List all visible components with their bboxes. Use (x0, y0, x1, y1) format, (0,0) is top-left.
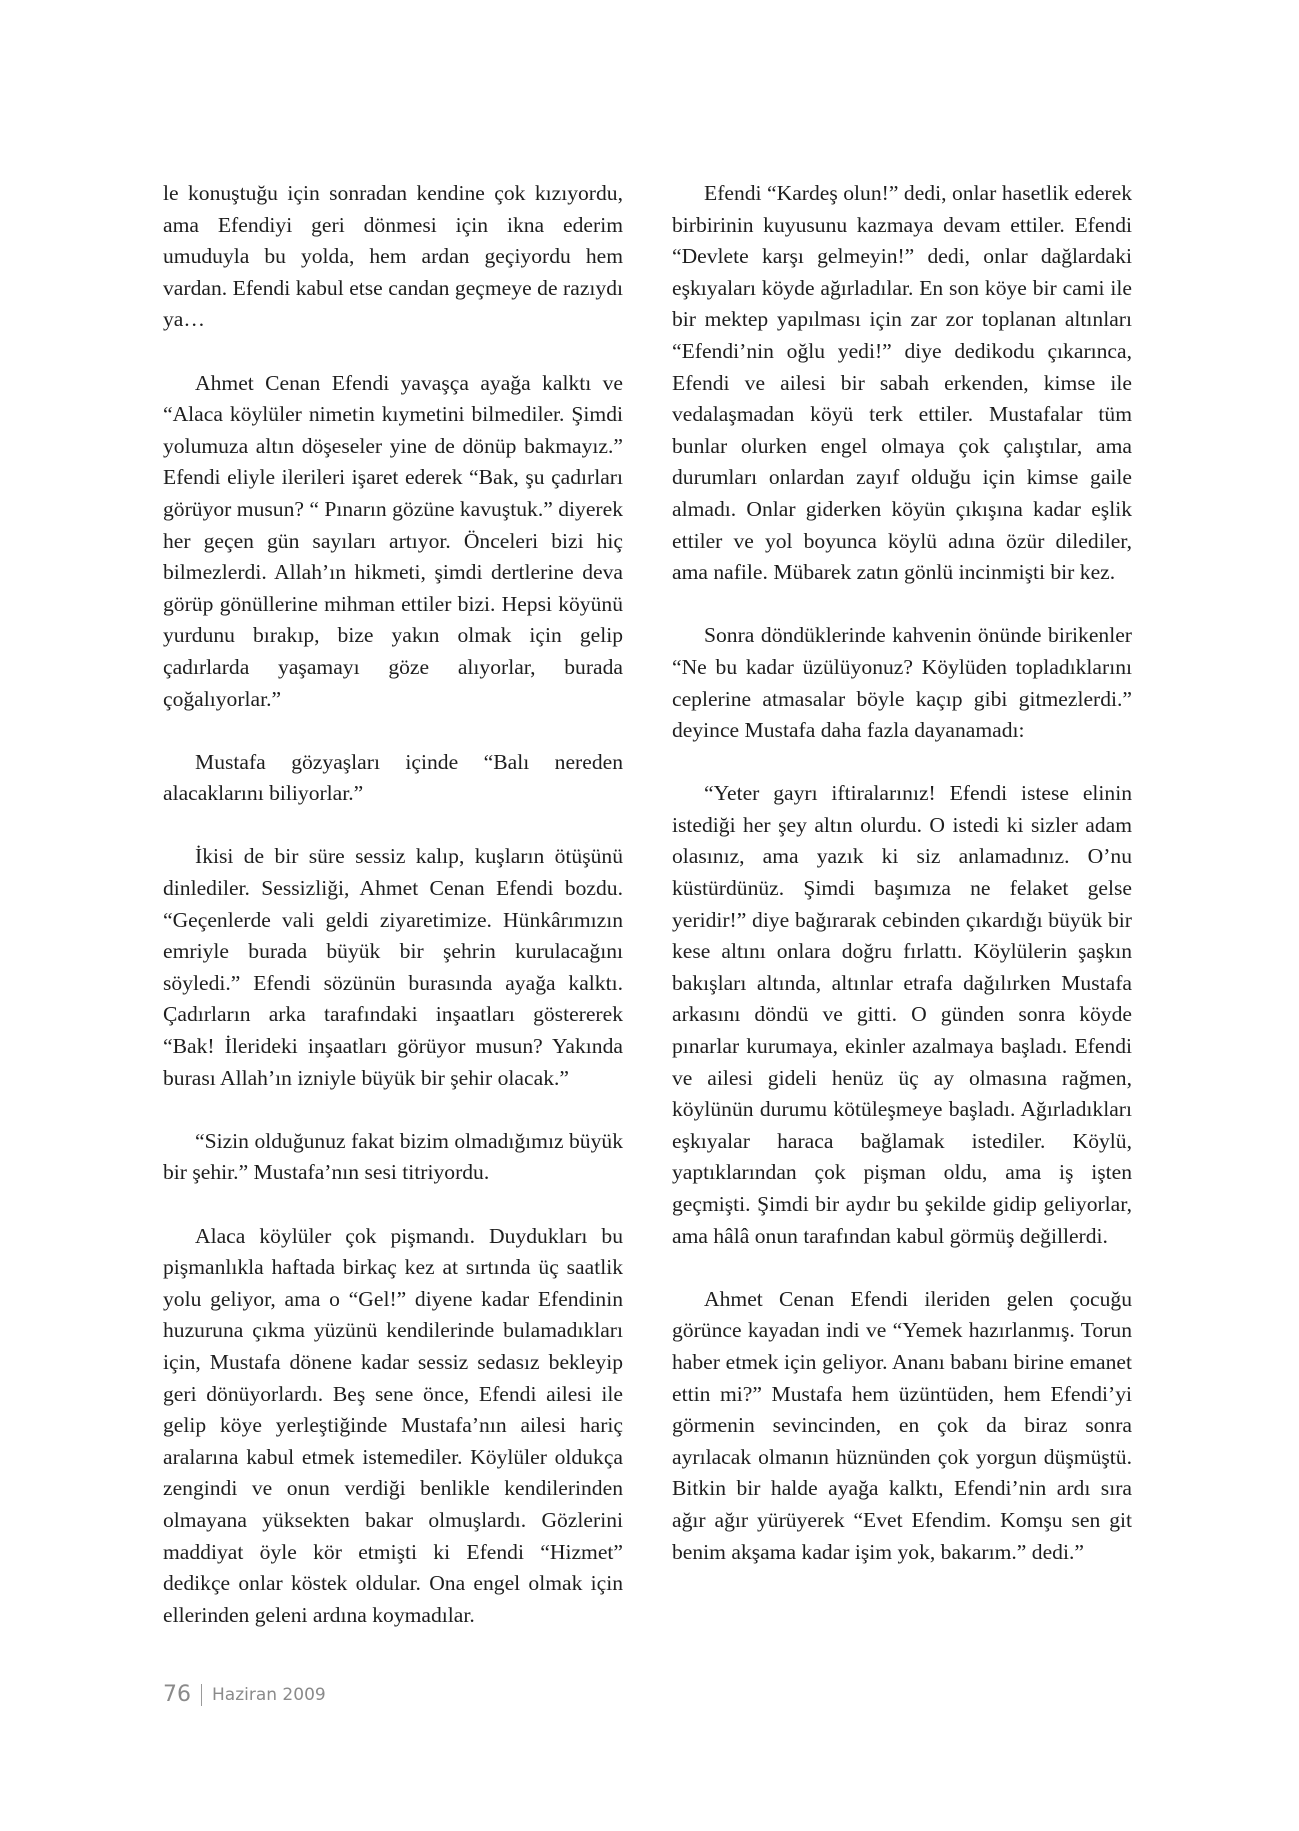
page-footer (163, 1682, 326, 1707)
paragraph: le konuştuğu için sonradan kendine çok kızıyordu, ama Efendiyi geri dönmesi için ikna ederim umuduyla bu yolda, hem ardan geçiyordu hem vardan. Efendi kabul etse candan geçmeye de razıydı ya… (163, 181, 623, 332)
paragraph: “Sizin olduğunuz fakat bizim olmadığımız büyük bir şehir.” Mustafa’nın sesi titriyordu. (163, 1128, 623, 1185)
right-column (672, 178, 1132, 1600)
paragraph: “Yeter gayrı iftiralarınız! Efendi istese elinin istediği her şey altın olurdu. O istedi ki sizler adam olasınız, ama yazık ki siz anlamadınız. O’nu küstürdünüz. Şimdi başımıza ne felaket gelse yeridir!” diye bağırarak cebinden çıkardığı büyük bir kese altını onlara doğru fırlattı. Köylülerin şaşkın bakışları altında, altınlar etrafa dağılırken Mustafa arkasını döndü ve gitti. O günden sonra köyde pınarlar kurumaya, ekinler azalmaya başladı. Efendi ve ailesi gideli henüz üç ay olmasına rağmen, köylünün durumu kötüleşmeye başladı. Ağırladıkları eşkıyalar haraca bağlamak istediler. Köylü, yaptıklarından çok pişman oldu, ama iş işten geçmişti. Şimdi bir aydır bu şekilde gidip geliyorlar, ama hâlâ onun tarafından kabul görmüş değillerdi. (672, 781, 1132, 1248)
paragraph: Alaca köylüler çok pişmandı. Duydukları bu pişmanlıkla haftada birkaç kez at sırtında üç saatlik yolu geliyor, ama o “Gel!” diyene kadar Efendinin huzuruna çıkma yüzünü kendilerinde bulamadıkları için, Mustafa dönene kadar sessiz sedasız bekleyip geri dönüyorlardı. Beş sene önce, Efendi ailesi ile gelip köye yerleştiğinde Mustafa’nın ailesi hariç aralarına kabul etmek istemediler. Köylüler oldukça zengindi ve onun verdiği benlikle kendilerinden olmayana yüksekten bakar olmuşlardı. Gözlerini maddiyat öyle kör etmişti ki Efendi “Hizmet” dedikçe onlar köstek oldular. Ona engel olmak için ellerinden geleni ardına koymadılar. (163, 1223, 623, 1627)
paragraph: Sonra döndüklerinde kahvenin önünde birikenler “Ne bu kadar üzülüyonuz? Köylüden topladıklarını ceplerine atmasalar böyle kaçıp gibi gitmezlerdi.” deyince Mustafa daha fazla dayanamadı: (672, 623, 1132, 743)
footer-divider (201, 1684, 202, 1706)
left-column (163, 178, 623, 1663)
paragraph: Efendi “Kardeş olun!” dedi, onlar hasetlik ederek birbirinin kuyusunu kazmaya devam ettiler. Efendi “Devlete karşı gelmeyin!” dedi, onlar dağlardaki eşkıyaları köyde ağırladılar. En son köye bir cami ile bir mektep yapılması için zar zor toplanan altınları “Efendi’nin oğlu yedi!” diye dedikodu çıkarınca, Efendi ve ailesi bir sabah erkenden, kimse ile vedalaşmadan köyü terk ettiler. Mustafalar tüm bunlar olurken engel olmaya çok çalıştılar, ama durumları onlardan zayıf olduğu için kimse gaile almadı. Onlar giderken köyün çıkışına kadar eşlik ettiler ve yol boyunca köylü adına özür dilediler, ama nafile. Mübarek zatın gönlü incinmişti bir kez. (672, 181, 1132, 585)
page-number: 76 (163, 1682, 191, 1707)
paragraph: Mustafa gözyaşları içinde “Balı nereden alacaklarını biliyorlar.” (163, 749, 623, 806)
paragraph: Ahmet Cenan Efendi ileriden gelen çocuğu görünce kayadan indi ve “Yemek hazırlanmış. Torun haber etmek için geliyor. Ananı babanı birine emanet ettin mi?” Mustafa hem üzüntüden, hem Efendi’yi görmenin sevincinden, en çok da biraz sonra ayrılacak olmanın hüznünden çok yorgun düşmüştü. Bitkin bir halde ayağa kalktı, Efendi’nin ardı sıra ağır ağır yürüyerek “Evet Efendim. Komşu sen git benim akşama kadar işim yok, bakarım.” dedi.” (672, 1286, 1132, 1564)
paragraph: Ahmet Cenan Efendi yavaşça ayağa kalktı ve “Alaca köylüler nimetin kıymetini bilmediler. Şimdi yolumuza altın döşeseler yine de dönüp bakmayız.” Efendi eliyle ilerileri işaret ederek “Bak, şu çadırları görüyor musun? “ Pınarın gözüne kavuştuk.” diyerek her geçen gün sayıları artıyor. Önceleri bizi hiç bilmezlerdi. Allah’ın hikmeti, şimdi dertlerine deva görüp gönüllerine mihman ettiler bizi. Hepsi köyünü yurdunu bırakıp, bize yakın olmak için gelip çadırlarda yaşamayı göze alıyorlar, burada çoğalıyorlar.” (163, 370, 623, 711)
issue-date: Haziran 2009 (212, 1684, 326, 1705)
paragraph: İkisi de bir süre sessiz kalıp, kuşların ötüşünü dinlediler. Sessizliği, Ahmet Cenan Efendi bozdu. “Geçenlerde vali geldi ziyaretimize. Hünkârımızın emriyle burada büyük bir şehrin kurulacağını söyledi.” Efendi sözünün burasında ayağa kalktı. Çadırların arka tarafındaki inşaatları göstererek “Bak! İlerideki inşaatları görüyor musun? Yakında burası Allah’ın izniyle büyük bir şehir olacak.” (163, 844, 623, 1090)
